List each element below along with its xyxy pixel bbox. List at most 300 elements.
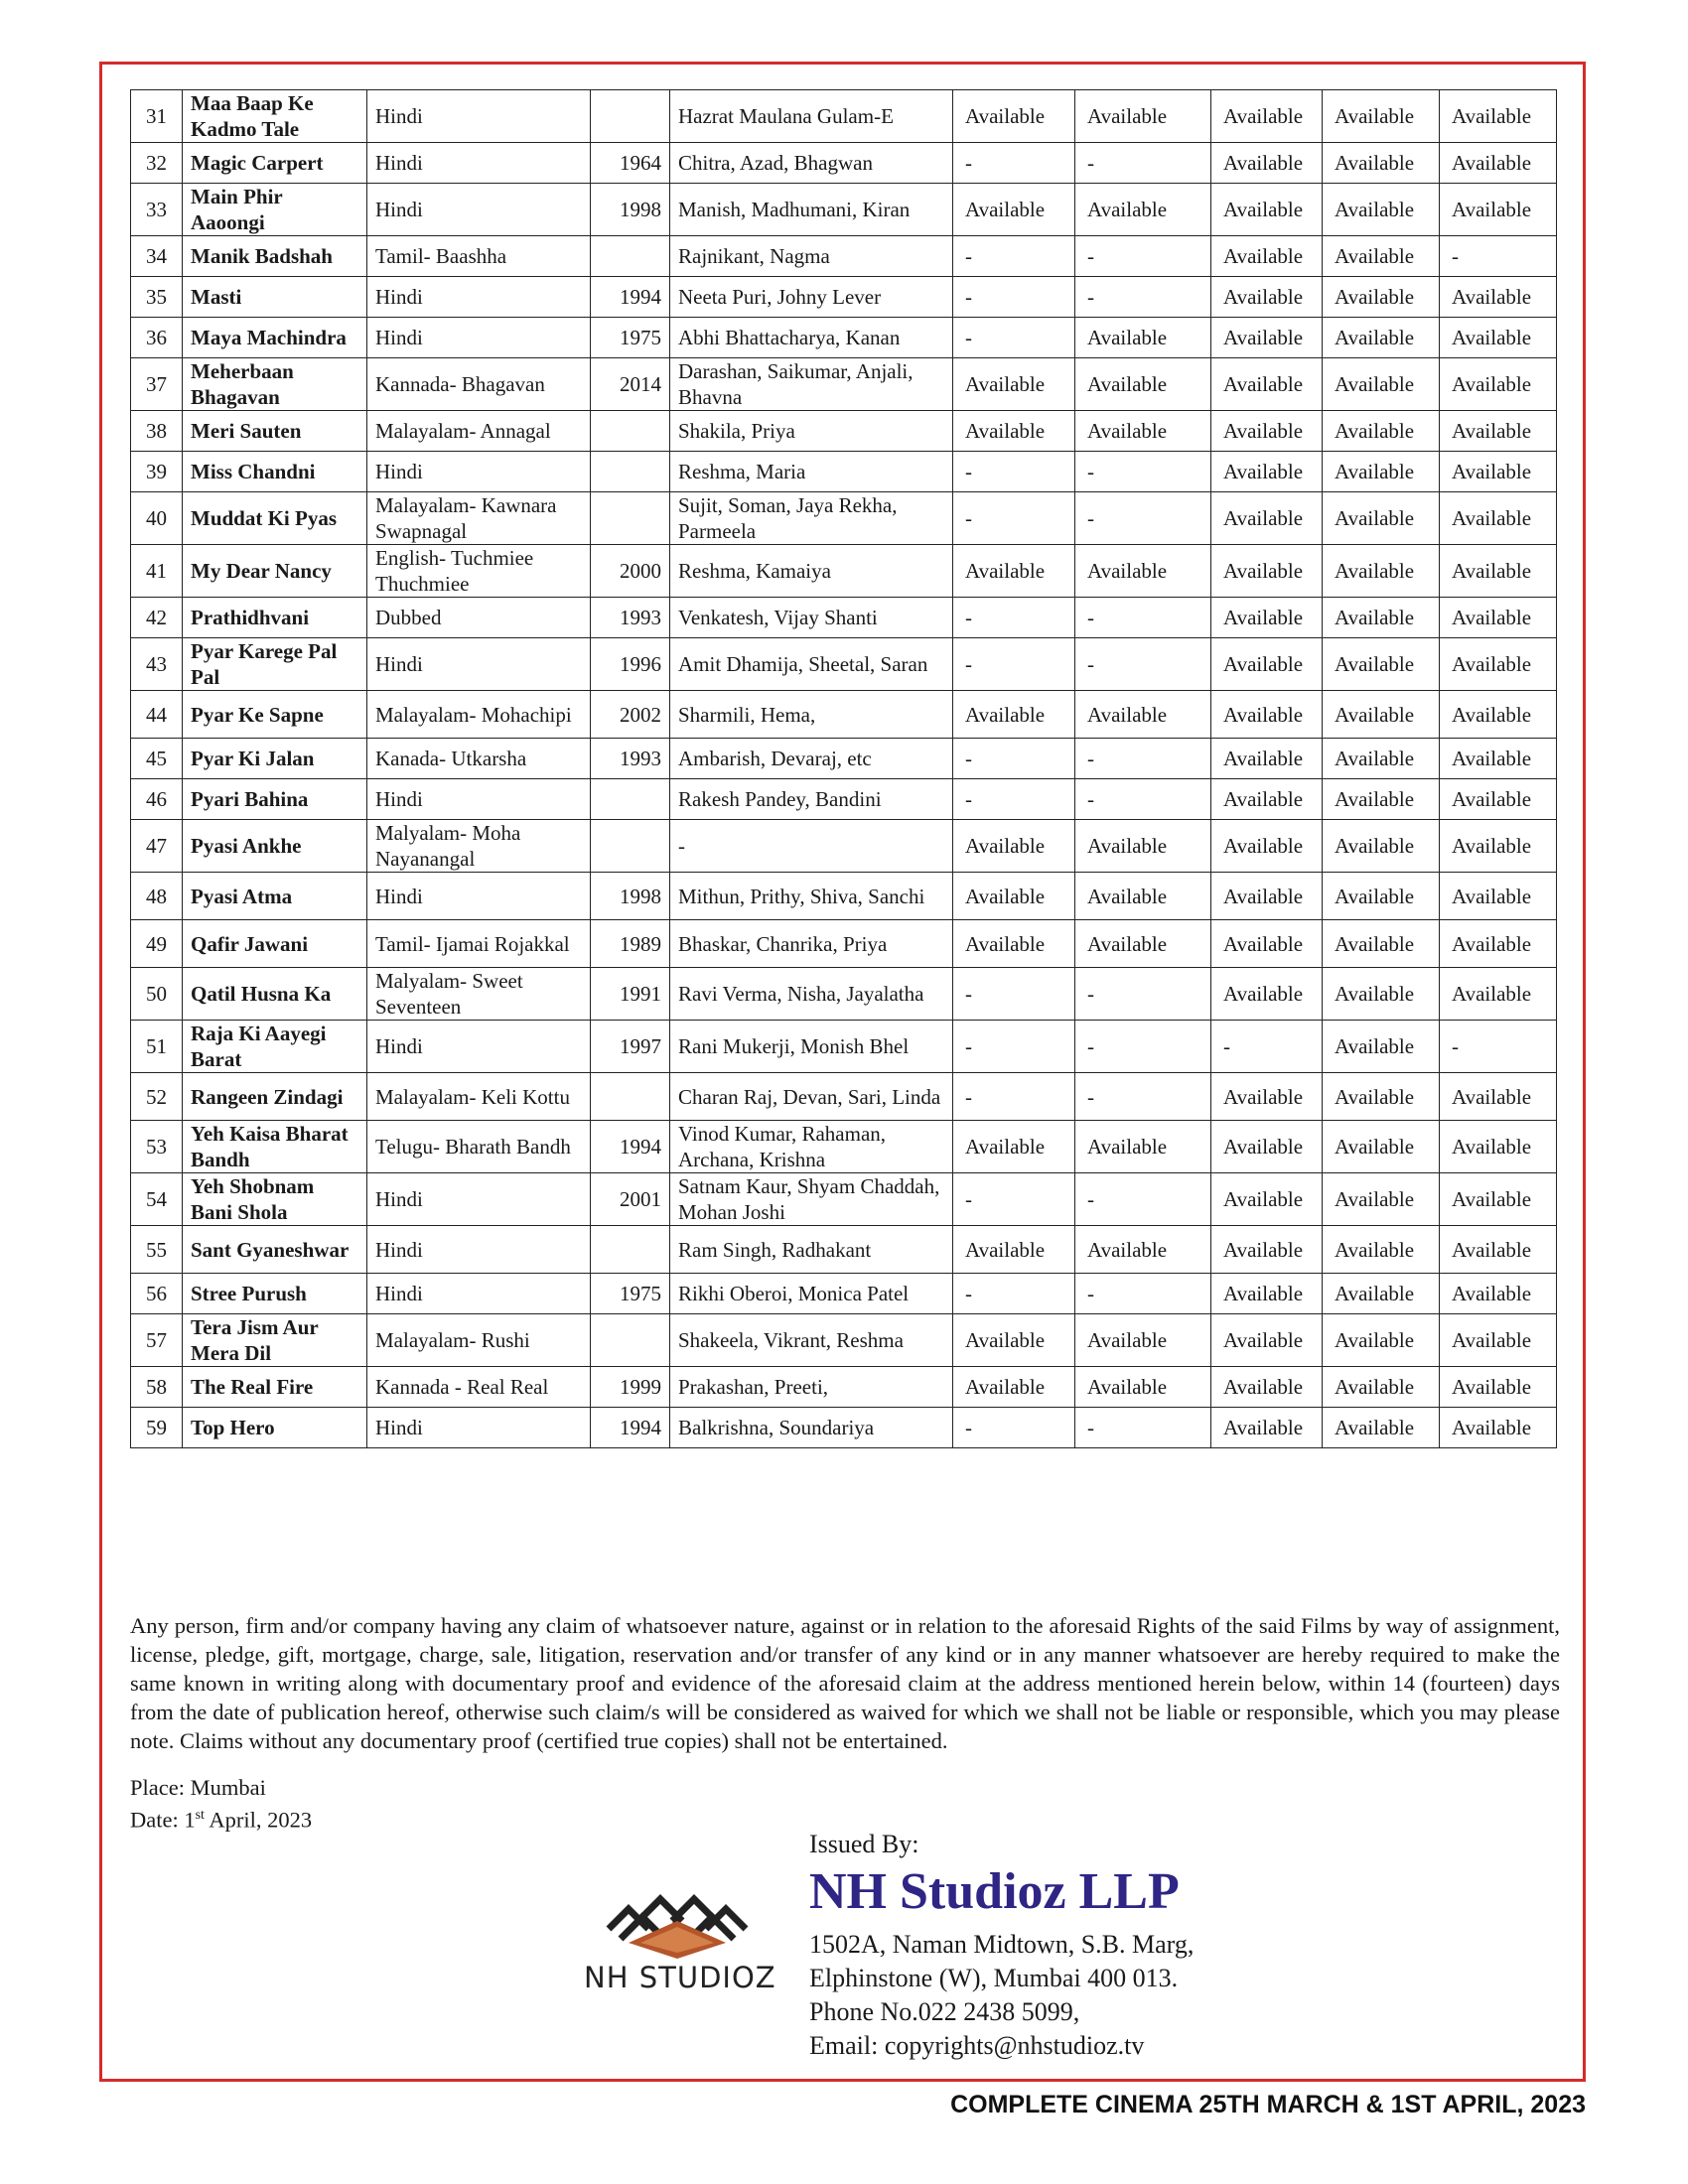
- film-cast: Shakila, Priya: [670, 411, 953, 452]
- film-year: 1996: [591, 638, 670, 691]
- right-status-3: Available: [1211, 598, 1323, 638]
- film-title: Meri Sauten: [183, 411, 367, 452]
- table-row: [131, 1274, 1557, 1314]
- right-status-3: Available: [1211, 184, 1323, 236]
- right-status-3: Available: [1211, 1274, 1323, 1314]
- film-language: Hindi: [367, 1021, 591, 1073]
- right-status-5: Available: [1440, 1314, 1557, 1367]
- right-status-2: -: [1075, 1274, 1211, 1314]
- place-date-block: [130, 1774, 312, 1835]
- right-status-2: Available: [1075, 411, 1211, 452]
- right-status-4: Available: [1323, 1021, 1440, 1073]
- right-status-4: Available: [1323, 598, 1440, 638]
- right-status-2: -: [1075, 236, 1211, 277]
- right-status-2: Available: [1075, 1367, 1211, 1408]
- film-title: Tera Jism Aur Mera Dil: [183, 1314, 367, 1367]
- film-cast: Reshma, Maria: [670, 452, 953, 492]
- film-language: Hindi: [367, 90, 591, 143]
- right-status-5: Available: [1440, 452, 1557, 492]
- right-status-5: Available: [1440, 638, 1557, 691]
- table-row: [131, 638, 1557, 691]
- right-status-4: Available: [1323, 90, 1440, 143]
- email-line: Email: copyrights@nhstudioz.tv: [809, 2031, 1145, 2060]
- right-status-2: Available: [1075, 920, 1211, 968]
- film-cast: Sujit, Soman, Jaya Rekha, Parmeela: [670, 492, 953, 545]
- right-status-2: -: [1075, 638, 1211, 691]
- right-status-3: Available: [1211, 236, 1323, 277]
- right-status-5: Available: [1440, 545, 1557, 598]
- right-status-1: -: [953, 452, 1075, 492]
- right-status-1: Available: [953, 820, 1075, 873]
- film-language: Kanada- Utkarsha: [367, 739, 591, 779]
- film-year: 1998: [591, 184, 670, 236]
- right-status-2: Available: [1075, 820, 1211, 873]
- right-status-3: Available: [1211, 492, 1323, 545]
- right-status-4: Available: [1323, 1408, 1440, 1448]
- film-title: Meherbaan Bhagavan: [183, 358, 367, 411]
- right-status-3: Available: [1211, 318, 1323, 358]
- right-status-4: Available: [1323, 1121, 1440, 1173]
- right-status-3: Available: [1211, 1121, 1323, 1173]
- row-number: 49: [131, 920, 183, 968]
- right-status-2: Available: [1075, 1314, 1211, 1367]
- film-cast: Rajnikant, Nagma: [670, 236, 953, 277]
- film-language: Hindi: [367, 452, 591, 492]
- film-language: Malayalam- Annagal: [367, 411, 591, 452]
- film-year: [591, 492, 670, 545]
- film-language: Telugu- Bharath Bandh: [367, 1121, 591, 1173]
- right-status-5: Available: [1440, 691, 1557, 739]
- right-status-4: Available: [1323, 820, 1440, 873]
- film-cast: Venkatesh, Vijay Shanti: [670, 598, 953, 638]
- right-status-4: Available: [1323, 452, 1440, 492]
- film-language: Kannada- Bhagavan: [367, 358, 591, 411]
- table-row: [131, 492, 1557, 545]
- film-year: [591, 1226, 670, 1274]
- film-year: 1999: [591, 1367, 670, 1408]
- row-number: 54: [131, 1173, 183, 1226]
- right-status-4: Available: [1323, 1173, 1440, 1226]
- right-status-2: Available: [1075, 90, 1211, 143]
- table-row: [131, 820, 1557, 873]
- row-number: 36: [131, 318, 183, 358]
- right-status-5: -: [1440, 1021, 1557, 1073]
- film-cast: Charan Raj, Devan, Sari, Linda: [670, 1073, 953, 1121]
- right-status-4: Available: [1323, 358, 1440, 411]
- row-number: 42: [131, 598, 183, 638]
- right-status-5: Available: [1440, 920, 1557, 968]
- right-status-2: -: [1075, 492, 1211, 545]
- right-status-2: Available: [1075, 1226, 1211, 1274]
- right-status-2: -: [1075, 598, 1211, 638]
- film-year: [591, 1314, 670, 1367]
- table-row: [131, 90, 1557, 143]
- phone-line: Phone No.022 2438 5099,: [809, 1997, 1080, 2026]
- film-title: Masti: [183, 277, 367, 318]
- right-status-1: -: [953, 638, 1075, 691]
- right-status-2: Available: [1075, 318, 1211, 358]
- row-number: 31: [131, 90, 183, 143]
- right-status-5: Available: [1440, 1274, 1557, 1314]
- right-status-2: Available: [1075, 873, 1211, 920]
- film-title: Pyar Ke Sapne: [183, 691, 367, 739]
- film-cast: Vinod Kumar, Rahaman, Archana, Krishna: [670, 1121, 953, 1173]
- row-number: 50: [131, 968, 183, 1021]
- film-cast: Reshma, Kamaiya: [670, 545, 953, 598]
- row-number: 48: [131, 873, 183, 920]
- row-number: 38: [131, 411, 183, 452]
- film-year: 1975: [591, 318, 670, 358]
- right-status-4: Available: [1323, 492, 1440, 545]
- right-status-4: Available: [1323, 1226, 1440, 1274]
- table-row: [131, 143, 1557, 184]
- film-cast: Ravi Verma, Nisha, Jayalatha: [670, 968, 953, 1021]
- right-status-5: Available: [1440, 1367, 1557, 1408]
- film-cast: Manish, Madhumani, Kiran: [670, 184, 953, 236]
- table-row: [131, 184, 1557, 236]
- film-title: The Real Fire: [183, 1367, 367, 1408]
- right-status-1: Available: [953, 1226, 1075, 1274]
- right-status-5: Available: [1440, 820, 1557, 873]
- right-status-5: Available: [1440, 968, 1557, 1021]
- issued-by-label: Issued By:: [809, 1830, 919, 1858]
- table-row: [131, 277, 1557, 318]
- right-status-1: Available: [953, 873, 1075, 920]
- table-row: [131, 1021, 1557, 1073]
- film-language: Malayalam- Keli Kottu: [367, 1073, 591, 1121]
- row-number: 58: [131, 1367, 183, 1408]
- film-year: 1998: [591, 873, 670, 920]
- right-status-3: Available: [1211, 739, 1323, 779]
- table-row: [131, 1367, 1557, 1408]
- right-status-3: Available: [1211, 820, 1323, 873]
- right-status-3: Available: [1211, 691, 1323, 739]
- table-row: [131, 318, 1557, 358]
- place-line: Place: Mumbai: [130, 1775, 266, 1800]
- right-status-5: Available: [1440, 1073, 1557, 1121]
- right-status-4: Available: [1323, 968, 1440, 1021]
- film-cast: Darashan, Saikumar, Anjali, Bhavna: [670, 358, 953, 411]
- film-year: 1994: [591, 277, 670, 318]
- film-title: Miss Chandni: [183, 452, 367, 492]
- film-year: [591, 411, 670, 452]
- right-status-1: Available: [953, 1367, 1075, 1408]
- film-cast: Shakeela, Vikrant, Reshma: [670, 1314, 953, 1367]
- table-row: [131, 1121, 1557, 1173]
- address-line: 1502A, Naman Midtown, S.B. Marg,: [809, 1930, 1195, 1959]
- address-line: Elphinstone (W), Mumbai 400 013.: [809, 1964, 1179, 1992]
- right-status-2: -: [1075, 452, 1211, 492]
- table-row: [131, 452, 1557, 492]
- film-language: Tamil- Ijamai Rojakkal: [367, 920, 591, 968]
- film-language: Tamil- Baashha: [367, 236, 591, 277]
- film-year: 2002: [591, 691, 670, 739]
- film-language: Hindi: [367, 184, 591, 236]
- film-language: Malayalam- Kawnara Swapnagal: [367, 492, 591, 545]
- row-number: 59: [131, 1408, 183, 1448]
- film-language: Kannada - Real Real: [367, 1367, 591, 1408]
- right-status-4: Available: [1323, 1314, 1440, 1367]
- film-language: Malayalam- Mohachipi: [367, 691, 591, 739]
- right-status-3: Available: [1211, 1073, 1323, 1121]
- row-number: 43: [131, 638, 183, 691]
- table-row: [131, 1073, 1557, 1121]
- right-status-1: -: [953, 492, 1075, 545]
- table-row: [131, 1226, 1557, 1274]
- film-language: Hindi: [367, 318, 591, 358]
- right-status-5: Available: [1440, 143, 1557, 184]
- right-status-3: Available: [1211, 90, 1323, 143]
- right-status-2: -: [1075, 1173, 1211, 1226]
- right-status-1: -: [953, 1021, 1075, 1073]
- table-row: [131, 873, 1557, 920]
- right-status-2: -: [1075, 968, 1211, 1021]
- film-cast: Mithun, Prithy, Shiva, Sanchi: [670, 873, 953, 920]
- right-status-4: Available: [1323, 873, 1440, 920]
- right-status-2: Available: [1075, 358, 1211, 411]
- table-row: [131, 1314, 1557, 1367]
- film-year: 1964: [591, 143, 670, 184]
- right-status-3: Available: [1211, 779, 1323, 820]
- film-cast: Rani Mukerji, Monish Bhel: [670, 1021, 953, 1073]
- film-title: Pyasi Atma: [183, 873, 367, 920]
- right-status-1: -: [953, 143, 1075, 184]
- film-title: Pyar Karege Pal Pal: [183, 638, 367, 691]
- film-title: Qafir Jawani: [183, 920, 367, 968]
- table-row: [131, 598, 1557, 638]
- row-number: 32: [131, 143, 183, 184]
- film-title: Magic Carpert: [183, 143, 367, 184]
- film-title: Rangeen Zindagi: [183, 1073, 367, 1121]
- films-rights-table: [130, 89, 1557, 1448]
- right-status-1: -: [953, 779, 1075, 820]
- film-year: [591, 1073, 670, 1121]
- film-title: Top Hero: [183, 1408, 367, 1448]
- right-status-2: -: [1075, 779, 1211, 820]
- right-status-4: Available: [1323, 1367, 1440, 1408]
- right-status-4: Available: [1323, 184, 1440, 236]
- date-ordinal: st: [195, 1808, 205, 1823]
- table-row: [131, 920, 1557, 968]
- right-status-3: Available: [1211, 1314, 1323, 1367]
- right-status-5: Available: [1440, 739, 1557, 779]
- right-status-2: -: [1075, 143, 1211, 184]
- film-language: Dubbed: [367, 598, 591, 638]
- film-title: Qatil Husna Ka: [183, 968, 367, 1021]
- right-status-5: Available: [1440, 90, 1557, 143]
- right-status-1: -: [953, 1073, 1075, 1121]
- right-status-2: Available: [1075, 1121, 1211, 1173]
- film-language: Malyalam- Sweet Seventeen: [367, 968, 591, 1021]
- right-status-2: -: [1075, 277, 1211, 318]
- film-cast: Rikhi Oberoi, Monica Patel: [670, 1274, 953, 1314]
- film-language: Hindi: [367, 1408, 591, 1448]
- row-number: 41: [131, 545, 183, 598]
- film-year: 1994: [591, 1408, 670, 1448]
- right-status-4: Available: [1323, 1274, 1440, 1314]
- right-status-4: Available: [1323, 277, 1440, 318]
- row-number: 39: [131, 452, 183, 492]
- film-year: 1975: [591, 1274, 670, 1314]
- right-status-1: Available: [953, 184, 1075, 236]
- right-status-1: -: [953, 277, 1075, 318]
- right-status-2: -: [1075, 1073, 1211, 1121]
- right-status-3: Available: [1211, 1173, 1323, 1226]
- film-title: Maya Machindra: [183, 318, 367, 358]
- film-title: Manik Badshah: [183, 236, 367, 277]
- film-year: 1991: [591, 968, 670, 1021]
- film-cast: Bhaskar, Chanrika, Priya: [670, 920, 953, 968]
- right-status-3: Available: [1211, 1367, 1323, 1408]
- table-row: [131, 739, 1557, 779]
- right-status-1: Available: [953, 90, 1075, 143]
- claims-notice: Any person, firm and/or company having any claim of whatsoever nature, against or in relation to the aforesaid Rights of the said Films by way of assignment, license, pledge, gift, mortgage, charge, sale, litigation, reservation and/or transfer of any kind or in any manner whatsoever are hereby required to make the same known in writing along with documentary proof and evidence of the aforesaid claim at the address mentioned herein below, within 14 (fourteen) days from the date of publication hereof, otherwise such claim/s will be considered as waived for which we shall not be liable or responsible, which you may please note. Claims without any documentary proof (certified true copies) shall not be entertained.: [130, 1613, 1560, 1753]
- film-cast: Abhi Bhattacharya, Kanan: [670, 318, 953, 358]
- film-cast: Rakesh Pandey, Bandini: [670, 779, 953, 820]
- film-cast: Prakashan, Preeti,: [670, 1367, 953, 1408]
- right-status-4: Available: [1323, 779, 1440, 820]
- row-number: 55: [131, 1226, 183, 1274]
- row-number: 37: [131, 358, 183, 411]
- film-title: Raja Ki Aayegi Barat: [183, 1021, 367, 1073]
- right-status-4: Available: [1323, 638, 1440, 691]
- right-status-1: -: [953, 739, 1075, 779]
- right-status-1: Available: [953, 691, 1075, 739]
- right-status-5: Available: [1440, 1226, 1557, 1274]
- right-status-2: Available: [1075, 691, 1211, 739]
- right-status-1: Available: [953, 1314, 1075, 1367]
- film-title: Sant Gyaneshwar: [183, 1226, 367, 1274]
- right-status-4: Available: [1323, 1073, 1440, 1121]
- right-status-5: Available: [1440, 492, 1557, 545]
- film-year: 1993: [591, 739, 670, 779]
- film-title: Yeh Kaisa Bharat Bandh: [183, 1121, 367, 1173]
- right-status-4: Available: [1323, 691, 1440, 739]
- right-status-4: Available: [1323, 143, 1440, 184]
- film-title: Main Phir Aaoongi: [183, 184, 367, 236]
- row-number: 53: [131, 1121, 183, 1173]
- right-status-1: -: [953, 968, 1075, 1021]
- right-status-5: -: [1440, 236, 1557, 277]
- row-number: 44: [131, 691, 183, 739]
- logo-wordmark: NH STUDIOZ: [584, 1961, 776, 1994]
- right-status-1: -: [953, 318, 1075, 358]
- right-status-1: Available: [953, 545, 1075, 598]
- film-year: [591, 820, 670, 873]
- date-line: [130, 1802, 312, 1835]
- film-language: Hindi: [367, 1274, 591, 1314]
- right-status-1: -: [953, 236, 1075, 277]
- film-year: 1989: [591, 920, 670, 968]
- row-number: 46: [131, 779, 183, 820]
- film-cast: Ram Singh, Radhakant: [670, 1226, 953, 1274]
- right-status-1: Available: [953, 920, 1075, 968]
- row-number: 35: [131, 277, 183, 318]
- right-status-5: Available: [1440, 318, 1557, 358]
- right-status-1: Available: [953, 1121, 1075, 1173]
- company-name: NH Studioz LLP: [809, 1863, 1180, 1920]
- film-title: Muddat Ki Pyas: [183, 492, 367, 545]
- film-title: Maa Baap Ke Kadmo Tale: [183, 90, 367, 143]
- row-number: 52: [131, 1073, 183, 1121]
- film-year: 1997: [591, 1021, 670, 1073]
- right-status-1: -: [953, 1173, 1075, 1226]
- right-status-3: Available: [1211, 1226, 1323, 1274]
- right-status-5: Available: [1440, 779, 1557, 820]
- film-language: Hindi: [367, 143, 591, 184]
- film-language: Hindi: [367, 1173, 591, 1226]
- right-status-5: Available: [1440, 184, 1557, 236]
- right-status-1: Available: [953, 358, 1075, 411]
- film-cast: Neeta Puri, Johny Lever: [670, 277, 953, 318]
- film-language: Malyalam- Moha Nayanangal: [367, 820, 591, 873]
- film-language: Malayalam- Rushi: [367, 1314, 591, 1367]
- table-row: [131, 358, 1557, 411]
- right-status-1: -: [953, 1408, 1075, 1448]
- row-number: 51: [131, 1021, 183, 1073]
- table-row: [131, 968, 1557, 1021]
- film-title: Pyari Bahina: [183, 779, 367, 820]
- row-number: 33: [131, 184, 183, 236]
- right-status-5: Available: [1440, 358, 1557, 411]
- film-cast: Amit Dhamija, Sheetal, Saran: [670, 638, 953, 691]
- film-cast: Chitra, Azad, Bhagwan: [670, 143, 953, 184]
- table-row: [131, 545, 1557, 598]
- row-number: 40: [131, 492, 183, 545]
- right-status-5: Available: [1440, 1173, 1557, 1226]
- film-language: Hindi: [367, 277, 591, 318]
- right-status-3: Available: [1211, 638, 1323, 691]
- film-cast: Sharmili, Hema,: [670, 691, 953, 739]
- film-year: 1994: [591, 1121, 670, 1173]
- right-status-4: Available: [1323, 545, 1440, 598]
- film-cast: Satnam Kaur, Shyam Chaddah, Mohan Joshi: [670, 1173, 953, 1226]
- right-status-3: Available: [1211, 920, 1323, 968]
- publication-footer: COMPLETE CINEMA 25TH MARCH & 1ST APRIL, 2023: [950, 2091, 1586, 2118]
- right-status-1: -: [953, 1274, 1075, 1314]
- right-status-2: -: [1075, 1021, 1211, 1073]
- table-row: [131, 1408, 1557, 1448]
- right-status-4: Available: [1323, 318, 1440, 358]
- right-status-5: Available: [1440, 411, 1557, 452]
- table-row: [131, 411, 1557, 452]
- right-status-4: Available: [1323, 236, 1440, 277]
- film-year: 2001: [591, 1173, 670, 1226]
- company-address: [809, 1928, 1194, 2063]
- row-number: 56: [131, 1274, 183, 1314]
- film-title: Stree Purush: [183, 1274, 367, 1314]
- right-status-5: Available: [1440, 1121, 1557, 1173]
- row-number: 47: [131, 820, 183, 873]
- right-status-3: Available: [1211, 1408, 1323, 1448]
- film-year: 2000: [591, 545, 670, 598]
- date-prefix: Date: 1: [130, 1807, 196, 1833]
- film-language: Hindi: [367, 1226, 591, 1274]
- right-status-5: Available: [1440, 277, 1557, 318]
- right-status-3: -: [1211, 1021, 1323, 1073]
- right-status-5: Available: [1440, 873, 1557, 920]
- right-status-2: -: [1075, 1408, 1211, 1448]
- table-row: [131, 779, 1557, 820]
- film-title: Yeh Shobnam Bani Shola: [183, 1173, 367, 1226]
- table-row: [131, 236, 1557, 277]
- row-number: 45: [131, 739, 183, 779]
- right-status-1: -: [953, 598, 1075, 638]
- film-language: English- Tuchmiee Thuchmiee: [367, 545, 591, 598]
- row-number: 34: [131, 236, 183, 277]
- right-status-4: Available: [1323, 920, 1440, 968]
- right-status-2: Available: [1075, 545, 1211, 598]
